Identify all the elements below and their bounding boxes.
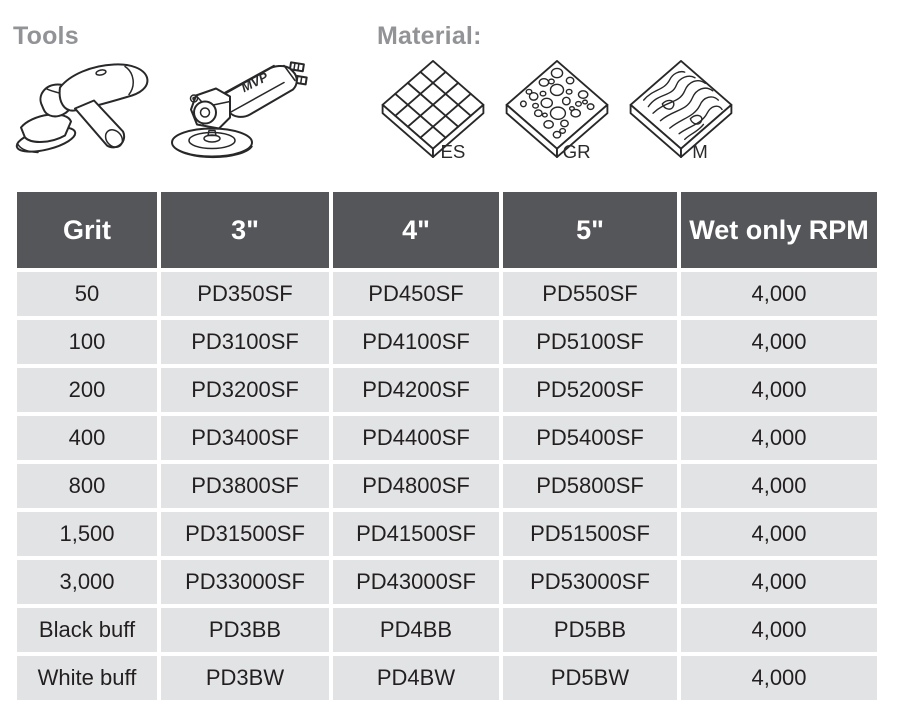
mvp-polisher-icon	[160, 50, 310, 165]
grit-row-label: 100	[17, 320, 157, 364]
part-number-cell: PD5BW	[503, 656, 677, 700]
angle-grinder-illustration	[8, 50, 158, 165]
part-number-cell: PD31500SF	[161, 512, 329, 556]
part-number-cell: 4,000	[681, 272, 877, 316]
material-section-label: Material:	[377, 22, 482, 50]
material-m-code: M	[692, 141, 708, 162]
part-number-cell: PD53000SF	[503, 560, 677, 604]
grit-row-label: 400	[17, 416, 157, 460]
column-header-grit: Grit	[17, 192, 157, 268]
grit-row-label: 200	[17, 368, 157, 412]
part-number-cell: PD5200SF	[503, 368, 677, 412]
mvp-brand-text: MVP	[238, 69, 271, 96]
part-number-cell: PD3200SF	[161, 368, 329, 412]
grit-row-label: White buff	[17, 656, 157, 700]
part-number-cell: PD3400SF	[161, 416, 329, 460]
part-number-cell: PD3100SF	[161, 320, 329, 364]
part-number-cell: 4,000	[681, 416, 877, 460]
part-number-cell: PD450SF	[333, 272, 499, 316]
part-number-cell: PD5100SF	[503, 320, 677, 364]
material-gr-icon	[501, 55, 613, 170]
part-number-cell: PD3BB	[161, 608, 329, 652]
part-number-cell: 4,000	[681, 464, 877, 508]
part-number-cell: PD4200SF	[333, 368, 499, 412]
part-number-cell: 4,000	[681, 560, 877, 604]
column-header-5in: 5"	[503, 192, 677, 268]
product-table	[17, 192, 877, 700]
column-header-wet-only-rpm: Wet only RPM	[681, 192, 877, 268]
material-gr-illustration	[501, 55, 613, 163]
material-m-illustration	[625, 55, 737, 163]
material-es-illustration	[377, 55, 489, 163]
part-number-cell: PD5400SF	[503, 416, 677, 460]
part-number-cell: 4,000	[681, 368, 877, 412]
grit-row-label: 3,000	[17, 560, 157, 604]
column-header-4in: 4"	[333, 192, 499, 268]
part-number-cell: PD4400SF	[333, 416, 499, 460]
part-number-cell: PD41500SF	[333, 512, 499, 556]
part-number-cell: 4,000	[681, 608, 877, 652]
grit-row-label: 50	[17, 272, 157, 316]
column-header-3in: 3"	[161, 192, 329, 268]
material-es-code: ES	[440, 141, 466, 162]
part-number-cell: 4,000	[681, 656, 877, 700]
material-gr-code: GR	[562, 141, 591, 162]
part-number-cell: PD4100SF	[333, 320, 499, 364]
mvp-polisher-illustration	[160, 50, 310, 165]
part-number-cell: PD5BB	[503, 608, 677, 652]
grit-row-label: 800	[17, 464, 157, 508]
part-number-cell: PD350SF	[161, 272, 329, 316]
part-number-cell: PD4BW	[333, 656, 499, 700]
part-number-cell: PD4BB	[333, 608, 499, 652]
part-number-cell: PD3800SF	[161, 464, 329, 508]
part-number-cell: 4,000	[681, 512, 877, 556]
tools-section-label: Tools	[13, 22, 79, 50]
part-number-cell: PD33000SF	[161, 560, 329, 604]
part-number-cell: PD4800SF	[333, 464, 499, 508]
part-number-cell: PD43000SF	[333, 560, 499, 604]
part-number-cell: 4,000	[681, 320, 877, 364]
material-es-icon	[377, 55, 489, 170]
angle-grinder-icon	[8, 50, 158, 165]
part-number-cell: PD51500SF	[503, 512, 677, 556]
part-number-cell: PD3BW	[161, 656, 329, 700]
part-number-cell: PD5800SF	[503, 464, 677, 508]
part-number-cell: PD550SF	[503, 272, 677, 316]
grit-row-label: 1,500	[17, 512, 157, 556]
material-m-icon	[625, 55, 737, 170]
grit-row-label: Black buff	[17, 608, 157, 652]
